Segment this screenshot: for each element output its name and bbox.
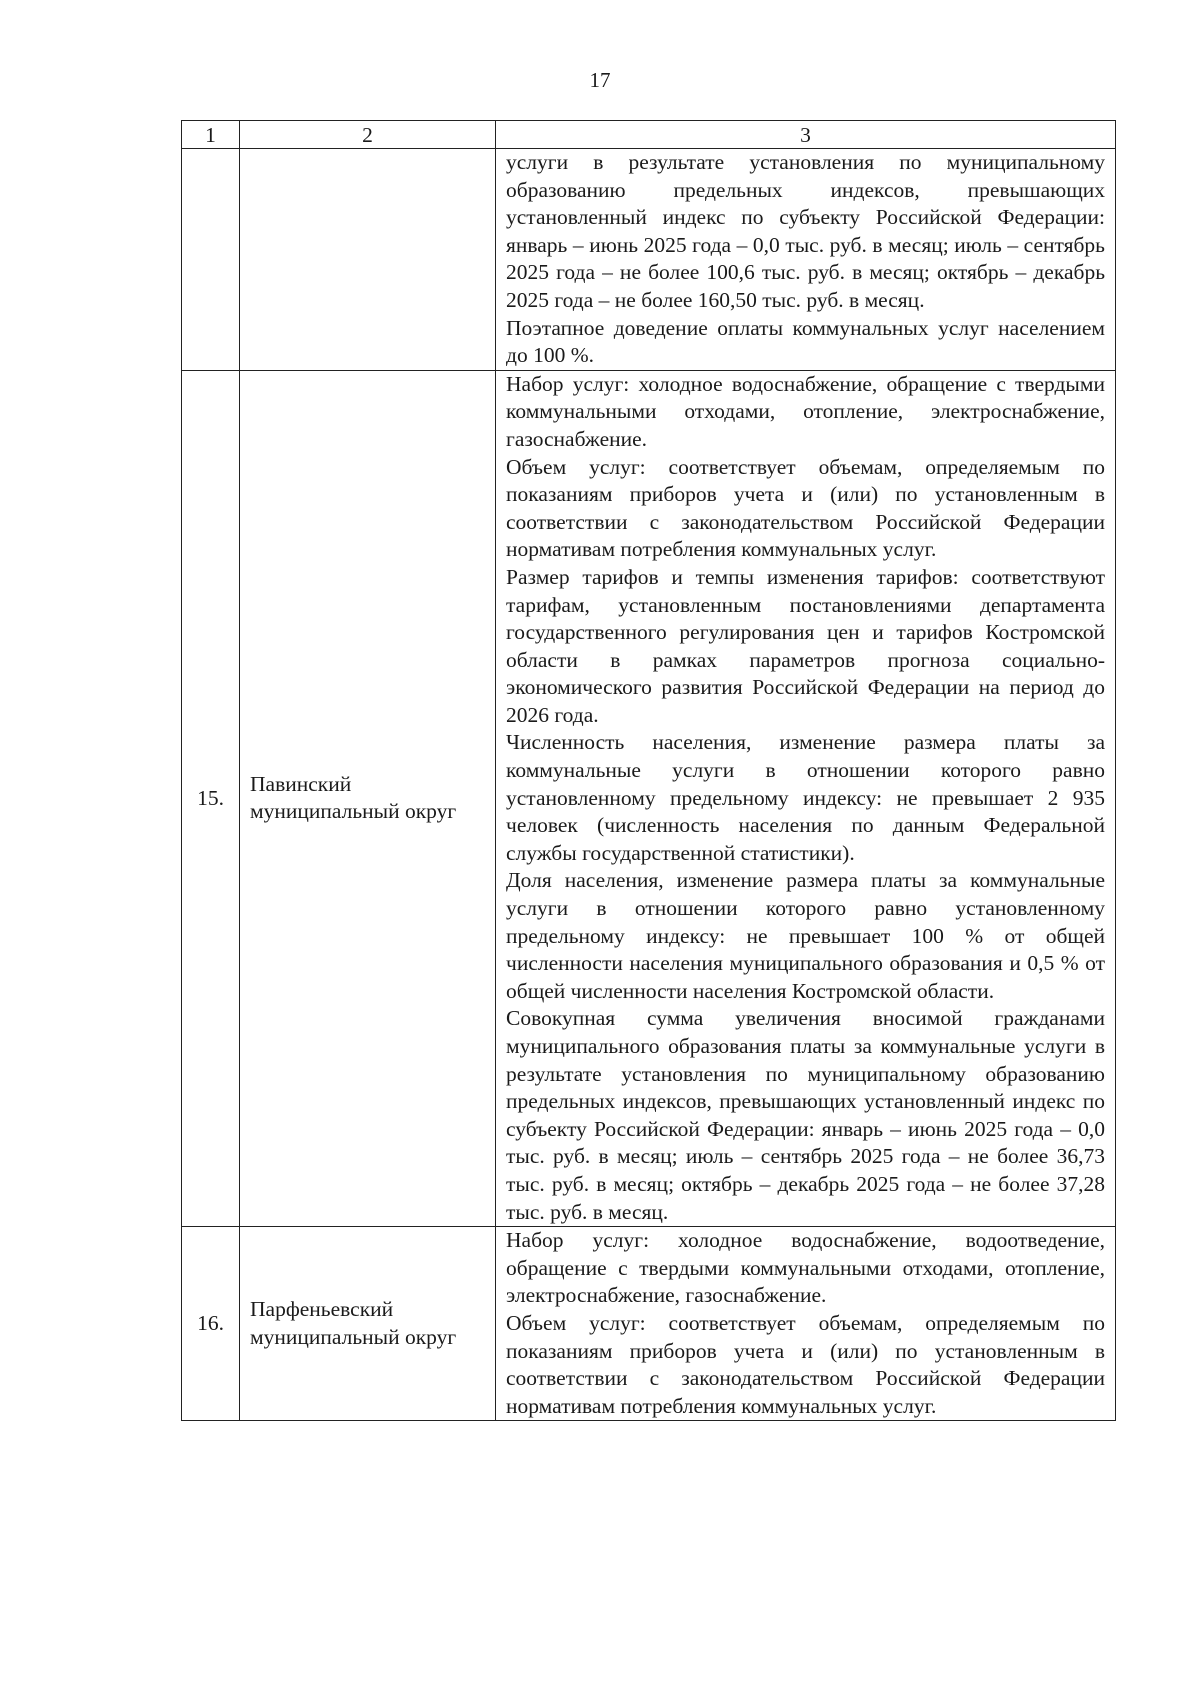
row-number bbox=[182, 149, 240, 371]
description-paragraph: Набор услуг: холодное водоснабжение, водоотведение, обращение с твердыми коммунальными отходами, отопление, электроснабжение, газоснабжение. bbox=[506, 1228, 1105, 1308]
municipality-name bbox=[240, 149, 496, 371]
description-paragraph: Поэтапное доведение оплаты коммунальных услуг населением до 100 %. bbox=[506, 315, 1105, 368]
row-number: 15. bbox=[182, 370, 240, 1226]
row-number: 16. bbox=[182, 1227, 240, 1421]
municipality-name: Парфеньевский муниципальный округ bbox=[240, 1227, 496, 1421]
table-row bbox=[182, 149, 1116, 371]
table-header-row bbox=[182, 121, 1116, 149]
header-col-1: 1 bbox=[182, 121, 240, 149]
page-number: 17 bbox=[589, 68, 611, 92]
description-paragraph: Совокупная сумма увеличения вносимой гражданами муниципального образования платы за коммунальные услуги в результате установления по муниципальному образованию предельных индексов, превышающих установленный индекс по субъекту Российской Федерации: январь – июнь 2025 года – 0,0 тыс. руб. в месяц; июль – сентябрь 2025 года – не более 36,73 тыс. руб. в месяц; октябрь – декабрь 2025 года – не более 37,28 тыс. руб. в месяц. bbox=[506, 1006, 1105, 1224]
table-row bbox=[182, 370, 1116, 1226]
table-row bbox=[182, 1227, 1116, 1421]
description-paragraph: услуги в результате установления по муниципальному образованию предельных индексов, превышающих установленный индекс по субъекту Российской Федерации: январь – июнь 2025 года – 0,0 тыс. руб. в месяц; июль – сентябрь 2025 года – не более 100,6 тыс. руб. в месяц; октябрь – декабрь 2025 года – не более 160,50 тыс. руб. в месяц. bbox=[506, 150, 1105, 312]
description-paragraph: Объем услуг: соответствует объемам, определяемым по показаниям приборов учета и (или) по установленным в соответствии с законодательством Российской Федерации нормативам потребления коммунальных услуг. bbox=[506, 1310, 1105, 1418]
row-description bbox=[496, 1227, 1116, 1421]
description-paragraph: Набор услуг: холодное водоснабжение, обращение с твердыми коммунальными отходами, отопление, электроснабжение, газоснабжение. bbox=[506, 371, 1105, 451]
municipality-name: Павинский муниципальный округ bbox=[240, 370, 496, 1226]
row-description bbox=[496, 370, 1116, 1226]
description-paragraph: Объем услуг: соответствует объемам, определяемым по показаниям приборов учета и (или) по установленным в соответствии с законодательством Российской Федерации нормативам потребления коммунальных услуг. bbox=[506, 454, 1105, 562]
header-col-2: 2 bbox=[240, 121, 496, 149]
row-description bbox=[496, 149, 1116, 371]
services-table bbox=[181, 120, 1116, 1421]
header-col-3: 3 bbox=[496, 121, 1116, 149]
description-paragraph: Численность населения, изменение размера платы за коммунальные услуги в отношении которого равно установленному предельному индексу: не превышает 2 935 человек (численность населения по данным Федеральной службы государственной статистики). bbox=[506, 730, 1105, 865]
description-paragraph: Доля населения, изменение размера платы за коммунальные услуги в отношении которого равно установленному предельному индексу: не превышает 100 % от общей численности населения муниципального образования и 0,5 % от общей численности населения Костромской области. bbox=[506, 868, 1105, 1003]
description-paragraph: Размер тарифов и темпы изменения тарифов: соответствуют тарифам, установленным постановлениями департамента государственного регулирования цен и тарифов Костромской области в рамках параметров прогноза социально-экономического развития Российской Федерации на период до 2026 года. bbox=[506, 564, 1105, 727]
